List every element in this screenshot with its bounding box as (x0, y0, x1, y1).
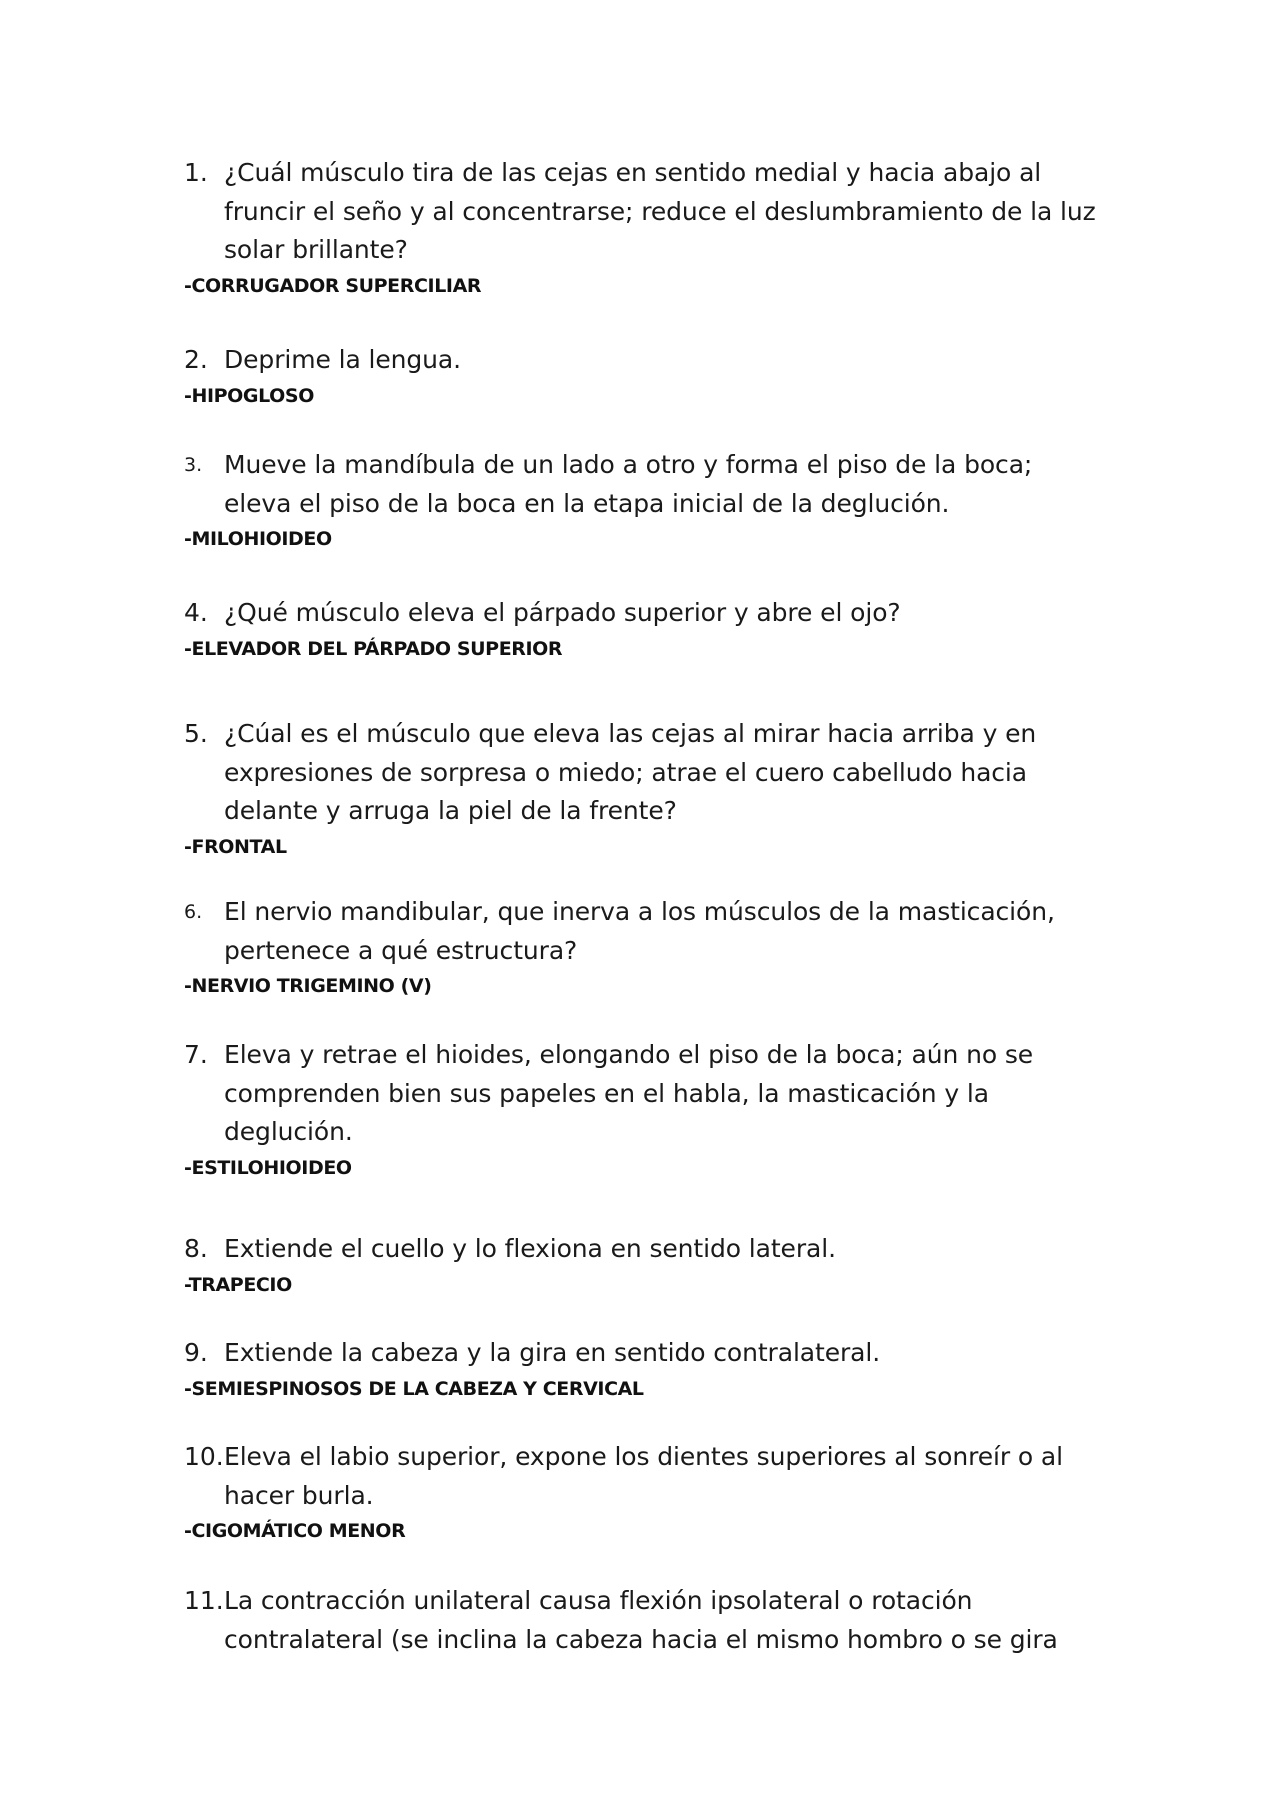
answer-text: -ESTILOHIOIDEO (184, 1156, 352, 1179)
answer-text: -ELEVADOR DEL PÁRPADO SUPERIOR (184, 637, 563, 660)
answer-text: -FRONTAL (184, 835, 287, 858)
question-1 (184, 154, 1104, 301)
question-number: 3. (184, 454, 203, 476)
question-text: ¿Cuál músculo tira de las cejas en sentido medial y hacia abajo al fruncir el seño y al concentrarse; reduce el deslumbramiento de la luz solar brillante? (224, 158, 1096, 264)
question-text: Extiende la cabeza y la gira en sentido contralateral. (224, 1338, 881, 1367)
question-number: 7. (184, 1040, 208, 1069)
question-number: 2. (184, 345, 208, 374)
answer-text: -SEMIESPINOSOS DE LA CABEZA Y CERVICAL (184, 1377, 644, 1400)
question-text: Deprime la lengua. (224, 345, 461, 374)
question-text: Eleva y retrae el hioides, elongando el piso de la boca; aún no se comprenden bien sus papeles en el habla, la masticación y la deglución. (224, 1040, 1034, 1146)
question-text: Extiende el cuello y lo flexiona en sentido lateral. (224, 1234, 836, 1263)
question-11 (184, 1582, 1104, 1659)
answer-text: -CIGOMÁTICO MENOR (184, 1520, 406, 1542)
question-4 (184, 594, 1104, 664)
question-text: ¿Qué músculo eleva el párpado superior y abre el ojo? (224, 598, 901, 627)
question-3 (184, 446, 1104, 554)
question-number: 8. (184, 1234, 208, 1263)
answer-text: -MILOHIOIDEO (184, 528, 332, 550)
question-5 (184, 715, 1104, 862)
answer-text: -CORRUGADOR SUPERCILIAR (184, 274, 482, 297)
question-number: 11. (184, 1586, 224, 1615)
question-6 (184, 893, 1104, 1001)
question-number: 6. (184, 901, 203, 923)
question-number: 9. (184, 1338, 208, 1367)
question-text: Eleva el labio superior, expone los dientes superiores al sonreír o al hacer burla. (224, 1442, 1063, 1510)
question-7 (184, 1036, 1104, 1183)
question-number: 5. (184, 719, 208, 748)
question-2 (184, 341, 1104, 411)
question-9 (184, 1334, 1104, 1404)
answer-text: -HIPOGLOSO (184, 384, 314, 407)
question-number: 1. (184, 158, 208, 187)
answer-text: -NERVIO TRIGEMINO (V) (184, 975, 432, 997)
question-number: 10. (184, 1442, 224, 1471)
question-10 (184, 1438, 1104, 1546)
question-number: 4. (184, 598, 208, 627)
question-text: Mueve la mandíbula de un lado a otro y forma el piso de la boca; eleva el piso de la boca en la etapa inicial de la deglución. (224, 450, 1033, 518)
question-text: El nervio mandibular, que inerva a los músculos de la masticación, pertenece a qué estructura? (224, 897, 1055, 965)
answer-text: -TRAPECIO (184, 1273, 292, 1296)
question-text: ¿Cúal es el músculo que eleva las cejas al mirar hacia arriba y en expresiones de sorpresa o miedo; atrae el cuero cabelludo hacia delante y arruga la piel de la frente? (224, 719, 1037, 825)
question-text: La contracción unilateral causa flexión ipsolateral o rotación contralateral (se inclina la cabeza hacia el mismo hombro o se gira (224, 1586, 1058, 1654)
question-8 (184, 1230, 1104, 1300)
